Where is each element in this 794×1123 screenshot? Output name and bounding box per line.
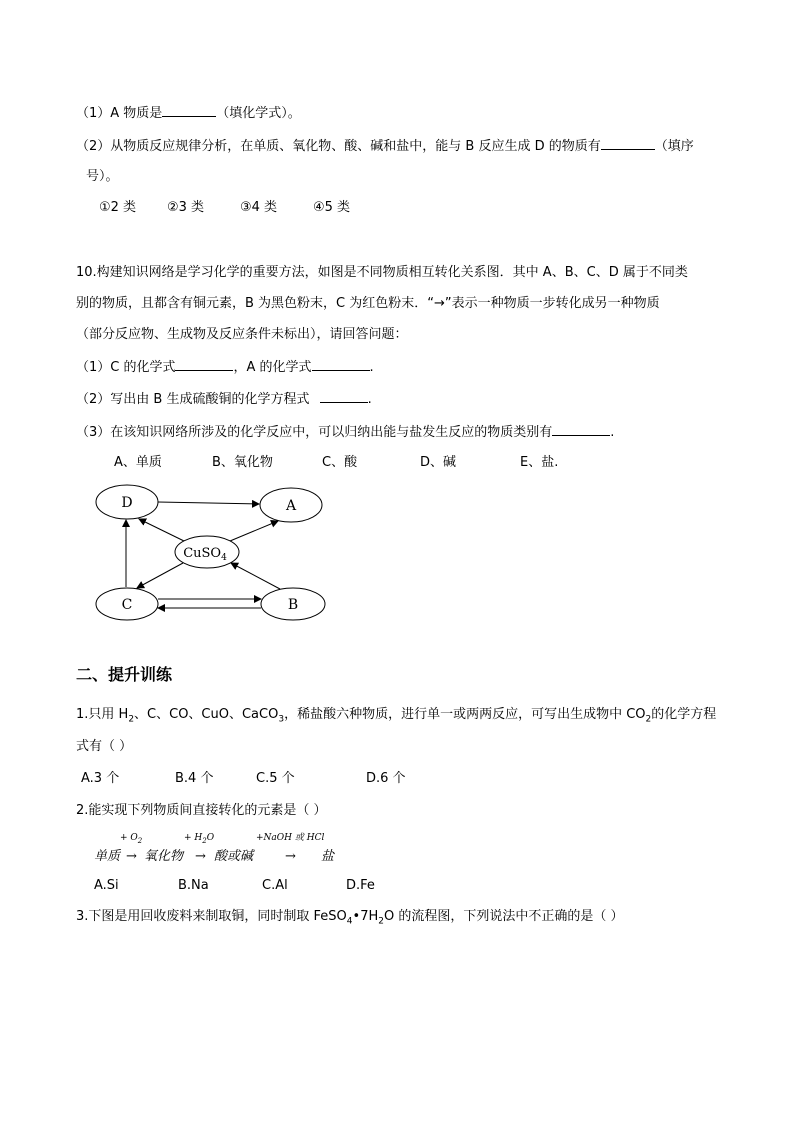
q9-part1-text-end: （填化学式）。 xyxy=(216,106,301,121)
q10-option-a[interactable]: A、单质 xyxy=(114,455,162,470)
chain-acid-base: 酸或碱 xyxy=(214,849,254,864)
answer-blank[interactable] xyxy=(175,358,233,371)
answer-blank[interactable] xyxy=(162,104,216,117)
answer-blank[interactable] xyxy=(601,137,655,150)
label-cuso4: CuSO$_4$ xyxy=(183,546,227,563)
q10-option-c[interactable]: C、酸 xyxy=(322,455,358,470)
s2-q1-option-c[interactable]: C.5 个 xyxy=(256,771,295,786)
arrow-cuso4-to-a xyxy=(230,521,278,541)
q10-part3 xyxy=(76,423,614,442)
q9-part2-wrap: 号）。 xyxy=(86,169,119,184)
label-a: A xyxy=(285,498,297,514)
chain-arrow-2: → xyxy=(195,849,206,864)
q9-part2-text: （2）从物质反应规律分析，在单质、氧化物、酸、碱和盐中，能与 B 反应生成 D 的物质有 xyxy=(76,139,601,154)
arrow-d-to-a xyxy=(158,502,259,504)
condition-oxygen: + $O_2$ xyxy=(120,833,143,845)
q9-part1 xyxy=(76,104,301,123)
answer-blank[interactable] xyxy=(320,390,368,403)
s2-q1-line2: 式有（ ） xyxy=(76,739,133,754)
s2-q1-option-a[interactable]: A.3 个 xyxy=(81,771,120,786)
answer-blank[interactable] xyxy=(312,358,370,371)
s2-q2-option-b[interactable]: B.Na xyxy=(178,878,209,893)
q9-option-4[interactable]: ④5 类 xyxy=(313,200,351,215)
label-d: D xyxy=(121,495,133,511)
chain-arrow-1: → xyxy=(126,849,137,864)
q10-stem-line1: 10.构建知识网络是学习化学的重要方法，如图是不同物质相互转化关系图．其中 A、B、C、D 属于不同类 xyxy=(76,265,688,280)
s2-q2-stem: 2.能实现下列物质间直接转化的元素是（ ） xyxy=(76,803,327,818)
s2-q1-line1: 1.只用 $H_2$、C、CO、CuO、CaCO$_3$，稀盐酸六种物质，进行单一或两两反应，可写出生成物中 $CO_2$的化学方程 xyxy=(76,707,717,725)
arrow-cuso4-to-d xyxy=(139,519,184,541)
q9-option-2[interactable]: ②3 类 xyxy=(167,200,205,215)
q10-option-d[interactable]: D、碱 xyxy=(420,455,457,470)
s2-q2-option-c[interactable]: C.Al xyxy=(262,878,288,893)
q10-part1-text-end: . xyxy=(369,360,374,375)
q9-option-3[interactable]: ③4 类 xyxy=(240,200,278,215)
q9-option-1[interactable]: ①2 类 xyxy=(99,200,137,215)
section-heading: 二、提升训练 xyxy=(76,665,173,684)
answer-blank[interactable] xyxy=(552,423,610,436)
q10-part1 xyxy=(76,358,374,377)
q10-part1-text: （1）C 的化学式 xyxy=(76,360,176,375)
s2-q1-option-b[interactable]: B.4 个 xyxy=(175,771,214,786)
q9-part1-text: （1）A 物质是 xyxy=(76,106,163,121)
q10-part1-text-mid: ，A 的化学式 xyxy=(233,360,312,375)
q10-part2-text-end: . xyxy=(367,392,372,407)
q10-part2 xyxy=(76,390,372,409)
arrow-b-to-cuso4 xyxy=(231,563,280,589)
q10-part3-text: （3）在该知识网络所涉及的化学反应中，可以归纳出能与盐发生反应的物质类别有 xyxy=(76,425,553,440)
chain-arrow-3: → xyxy=(285,849,296,864)
q10-stem-line3: （部分反应物、生成物及反应条件未标出），请回答问题： xyxy=(76,327,408,342)
q10-option-e[interactable]: E、盐. xyxy=(520,455,559,470)
chain-salt: 盐 xyxy=(321,849,335,864)
label-c: C xyxy=(121,597,133,613)
s2-q2-option-d[interactable]: D.Fe xyxy=(346,878,375,893)
q10-option-b[interactable]: B、氧化物 xyxy=(212,455,273,470)
q10-part3-text-end: . xyxy=(610,425,615,440)
condition-water: + $H_2O$ xyxy=(184,833,215,845)
q10-stem-line2: 别的物质，且都含有铜元素，B 为黑色粉末，C 为红色粉末．“→”表示一种物质一步转化成另一种物质 xyxy=(76,296,660,311)
conversion-diagram xyxy=(80,478,340,628)
chain-elemental: 单质 xyxy=(94,849,121,864)
arrow-cuso4-to-c xyxy=(137,563,183,588)
chain-oxide: 氧化物 xyxy=(144,849,184,864)
s2-q2-option-a[interactable]: A.Si xyxy=(94,878,119,893)
s2-q1-option-d[interactable]: D.6 个 xyxy=(366,771,406,786)
q9-part2 xyxy=(76,137,694,156)
q9-part2-text-end: （填序 xyxy=(654,139,694,154)
label-b: B xyxy=(287,597,299,613)
s2-q3-stem: 3.下图是用回收废料来制取铜，同时制取 $FeSO_4•7H_2O$ 的流程图，下列说法中不正确的是（ ） xyxy=(76,909,624,927)
condition-naoh-hcl: +NaOH 或 HCl xyxy=(256,833,325,843)
q10-part2-text: （2）写出由 B 生成硫酸铜的化学方程式 xyxy=(76,392,314,407)
